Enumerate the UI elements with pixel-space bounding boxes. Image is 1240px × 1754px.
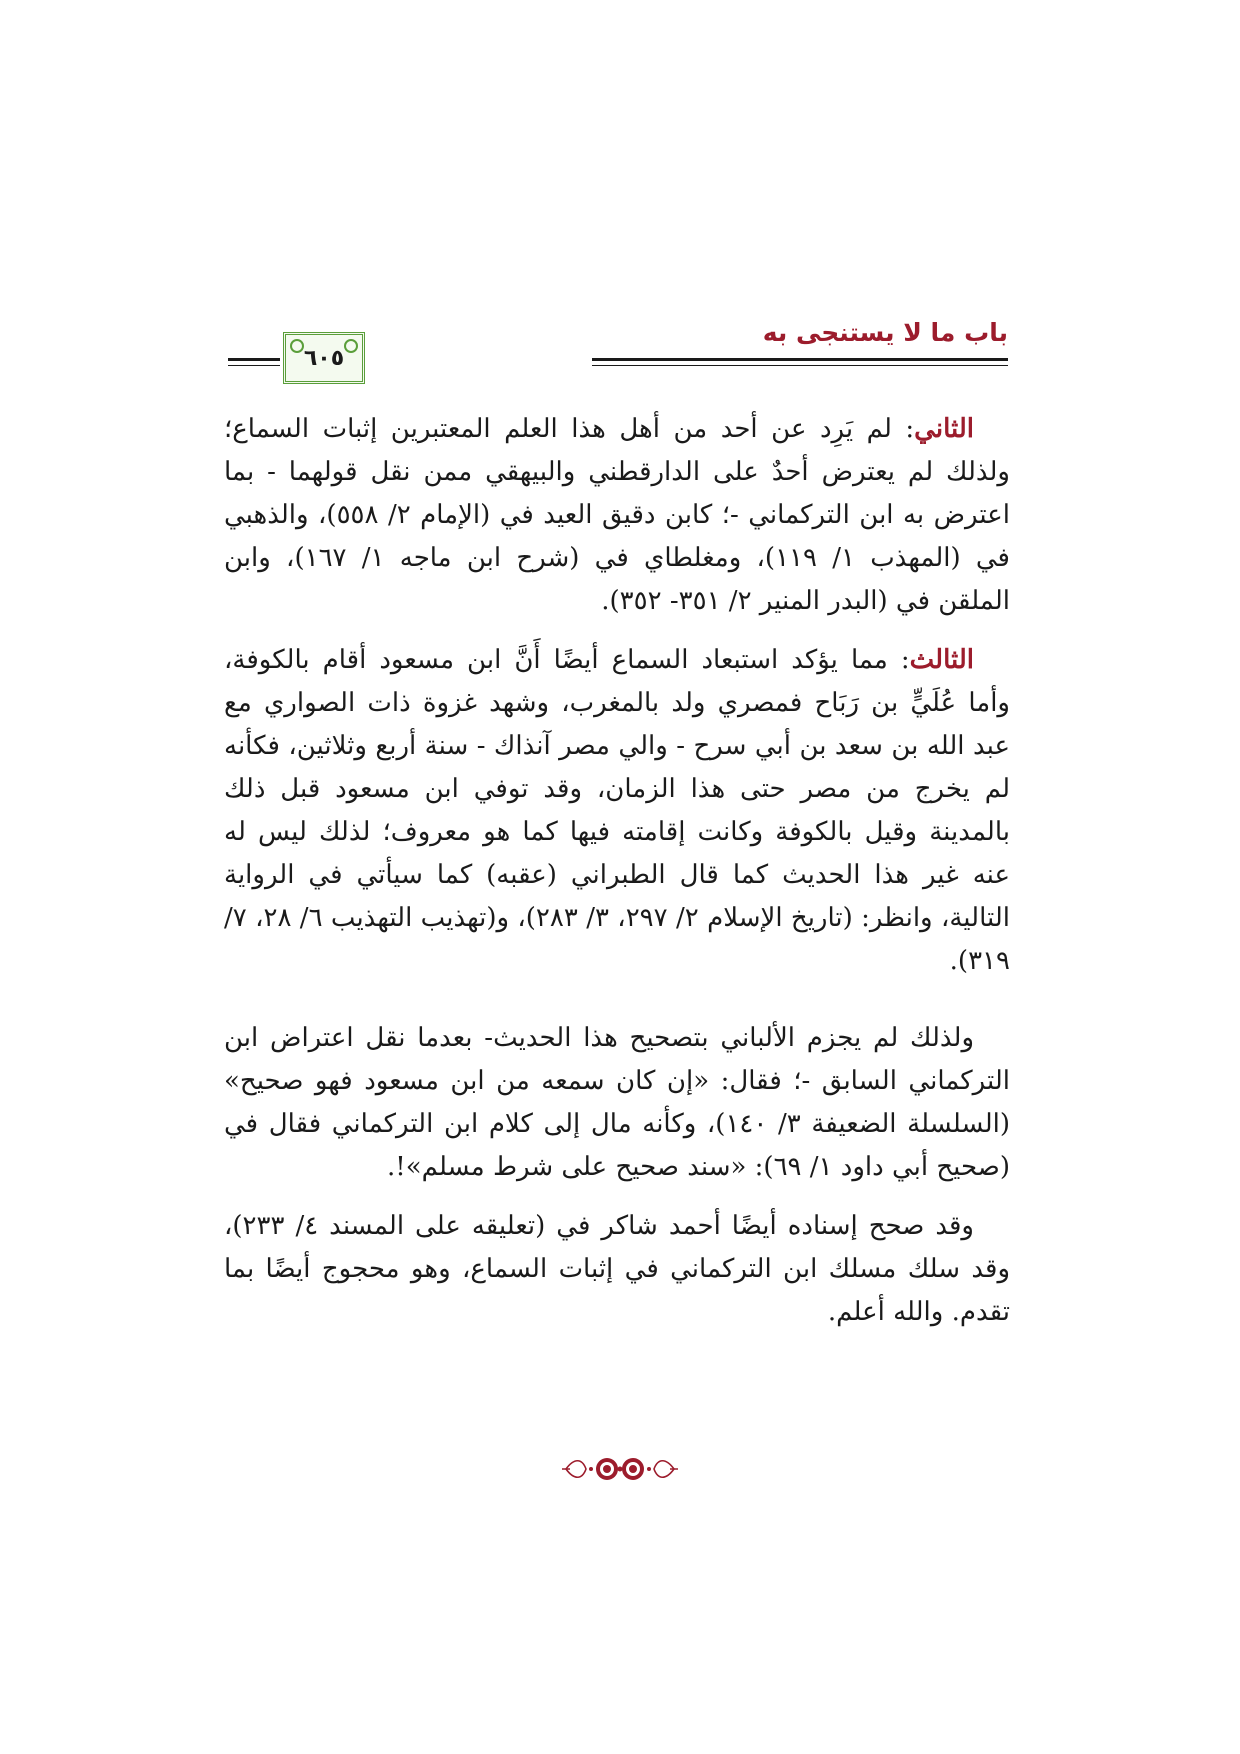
paragraph-lead: الثالث (909, 645, 974, 675)
paragraph-text: : مما يؤكد استبعاد السماع أيضًا أَنَّ ابن مسعود أقام بالكوفة، وأما عُلَيٍّ بن رَبَاح فمصري ولد بالمغرب، وشهد غزوة ذات الصواري مع عبد الله بن سعد بن أبي سرح - والي مصر آنذاك - سنة أربع وثلاثين، فكأنه لم يخرج من مصر حتى هذا الزمان، وقد توفي ابن مسعود قبل ذلك بالمدينة وقيل بالكوفة وكانت إقامته فيها كما هو معروف؛ لذلك ليس له عنه غير هذا الحديث كما قال الطبراني (عقبه) كما سيأتي في الرواية التالية، وانظر: (تاريخ الإسلام ٢/ ٢٩٧، ٣/ ٢٨٣)، و(تهذيب التهذيب ٦/ ٢٨، ٧/ ٣١٩). (224, 645, 1010, 976)
main-text (224, 408, 1010, 1350)
page-number-badge (283, 332, 365, 384)
paragraph-shakir (224, 1205, 1010, 1334)
page-number: ٦٠٥ (303, 345, 345, 371)
header-rule-thin (592, 365, 1008, 366)
paragraph-albani (224, 1017, 1010, 1189)
floral-divider-icon (560, 1452, 680, 1486)
paragraph-text: وقد صحح إسناده أيضًا أحمد شاكر في (تعليقه على المسند ٤/ ٢٣٣)، وقد سلك مسلك ابن التركماني في إثبات السماع، وهو محجوج أيضًا بما تقدم. والله أعلم. (224, 1211, 1010, 1327)
chapter-title: باب ما لا يستنجى به (762, 318, 1008, 347)
header-rule-thick (592, 358, 1008, 361)
paragraph-text: : لم يَرِد عن أحد من أهل هذا العلم المعتبرين إثبات السماع؛ ولذلك لم يعترض أحدٌ على الدارقطني والبيهقي ممن نقل قولهما - بما اعترض به ابن التركماني -؛ كابن دقيق العيد في (الإمام ٢/ ٥٥٨)، والذهبي في (المهذب ١/ ١١٩)، ومغلطاي في (شرح ابن ماجه ١/ ١٦٧)، وابن الملقن في (البدر المنير ٢/ ٣٥١- ٣٥٢). (224, 414, 1010, 616)
header-rule-left-thick (228, 358, 280, 361)
paragraph-text: ولذلك لم يجزم الألباني بتصحيح هذا الحديث- بعدما نقل اعتراض ابن التركماني السابق -؛ فقال: «إن كان سمعه من ابن مسعود فهو صحيح» (السلسلة الضعيفة ٣/ ١٤٠)، وكأنه مال إلى كلام ابن التركماني فقال في (صحيح أبي داود ١/ ٦٩): «سند صحيح على شرط مسلم»!. (224, 1023, 1010, 1182)
paragraph-second (224, 408, 1010, 623)
page-header (228, 318, 1008, 388)
paragraph-lead: الثاني (914, 414, 974, 444)
header-rule-left-thin (228, 365, 280, 366)
paragraph-third (224, 639, 1010, 983)
